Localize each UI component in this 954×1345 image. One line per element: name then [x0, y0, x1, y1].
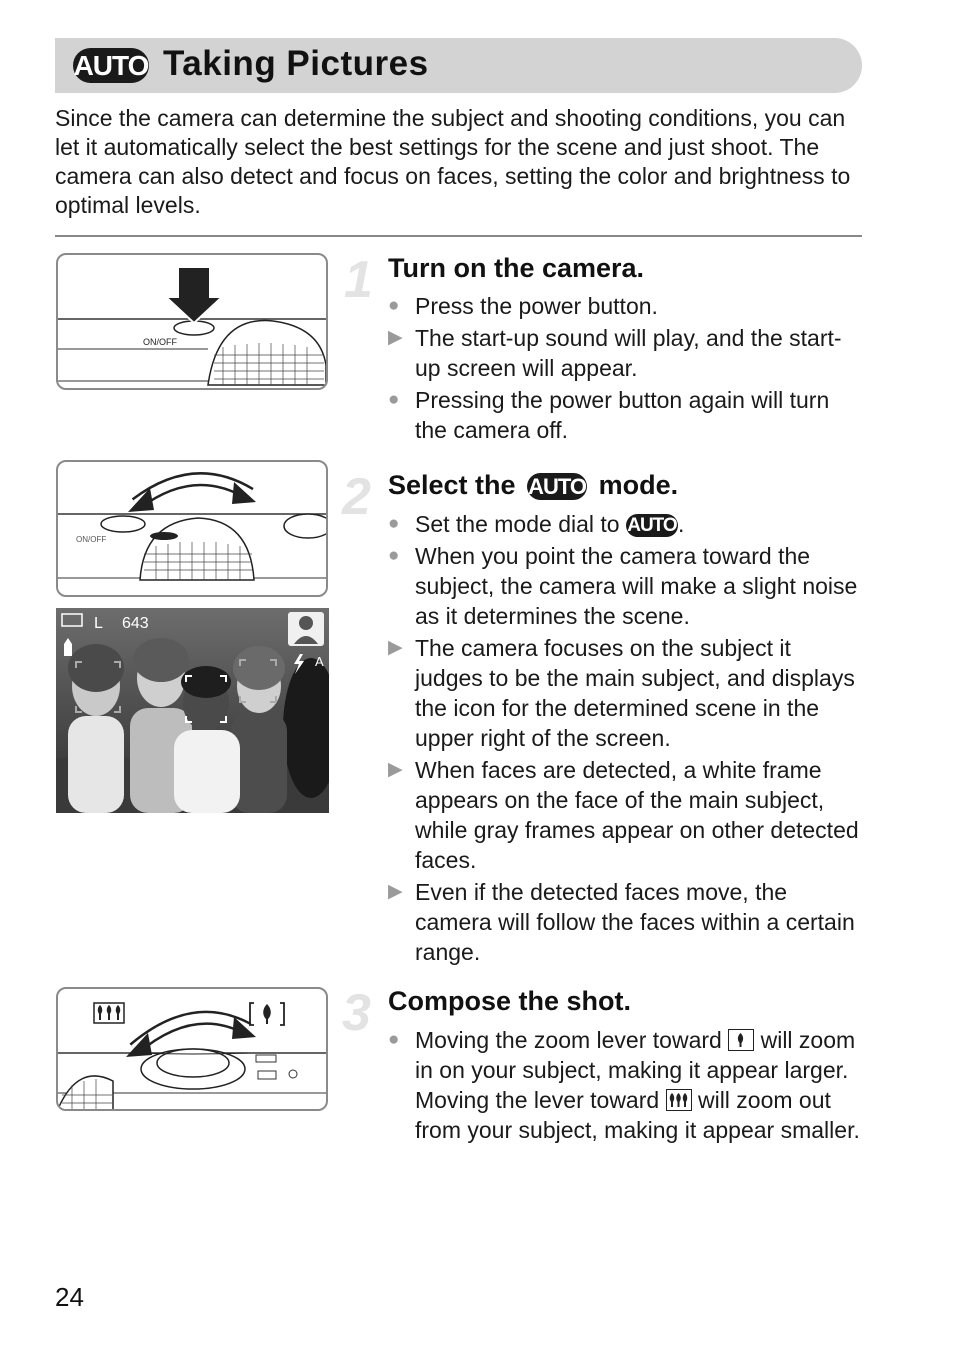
intro-paragraph: Since the camera can determine the subject and shooting conditions, you can let it automatically select the best settings for the scene and just shoot. The camera can also detect and focus on faces, setting the color and brightness to optimal levels. [55, 105, 851, 218]
image-quality: L [94, 615, 103, 632]
list-item: ▶ The camera focuses on the subject it judges to be the main subject, and displays the icon for the determined scene in the upper right of the screen. [388, 635, 855, 751]
step-number: 3 [342, 984, 371, 1042]
step-title: Compose the shot. [388, 986, 632, 1016]
telephoto-icon [250, 1003, 284, 1025]
section-title-bar [55, 38, 862, 93]
divider [55, 235, 862, 237]
auto-mode-icon: AUTO [73, 50, 149, 81]
step-number: 2 [342, 468, 371, 526]
flash-mode: A [315, 654, 324, 669]
result-triangle-icon: ▶ [388, 881, 403, 902]
list-item: ▶ The start-up sound will play, and the start-up screen will appear. [388, 325, 842, 381]
list-item: ▶ Even if the detected faces move, the camera will follow the faces within a certain range. [388, 879, 855, 965]
telephoto-icon [728, 1029, 754, 1051]
auto-mode-icon: AUTO [627, 515, 677, 537]
bullet-circle-icon: ● [388, 389, 400, 410]
zoom-lever-illustration [56, 987, 328, 1111]
bullet-circle-icon: ● [388, 545, 400, 566]
list-item: ● Moving the zoom lever toward will zoom in on your subject, making it appear larger. Moving the lever toward will zoom out from your subject, making it appear smaller. [388, 1027, 860, 1143]
step-title: Select the AUTO mode. [388, 470, 679, 500]
step-title: Turn on the camera. [388, 253, 645, 283]
step-number: 1 [344, 251, 373, 309]
bullet-circle-icon: ● [388, 513, 400, 534]
result-triangle-icon: ▶ [388, 327, 403, 348]
power-button-illustration [56, 253, 328, 390]
list-item: ● Pressing the power button again will turn the camera off. [388, 387, 830, 443]
list-item: ● When you point the camera toward the subject, the camera will make a slight noise as it determines the scene. [388, 543, 858, 629]
lcd-screen-photo [56, 608, 329, 813]
step-bullets [388, 291, 862, 447]
result-triangle-icon: ▶ [388, 637, 403, 658]
bullet-circle-icon: ● [388, 1029, 400, 1050]
bullet-circle-icon: ● [388, 295, 400, 316]
on-off-label: ON/OFF [143, 337, 177, 347]
page-title: Taking Pictures [163, 44, 429, 83]
list-item: ▶ When faces are detected, a white frame appears on the face of the main subject, while gray frames appear on other detected faces. [388, 757, 859, 873]
page-number: 24 [55, 1282, 84, 1312]
list-item: ● Press the power button. [388, 293, 658, 319]
step-bullets [388, 509, 862, 969]
list-item: ● Set the mode dial to AUTO. [388, 511, 685, 537]
step-bullets [388, 1025, 862, 1147]
wide-angle-icon [94, 1003, 124, 1023]
result-triangle-icon: ▶ [388, 759, 403, 780]
wide-angle-icon [666, 1089, 692, 1111]
mode-dial-illustration [56, 460, 328, 597]
on-off-label: ON/OFF [76, 535, 107, 544]
auto-mode-icon: AUTO [528, 474, 587, 500]
shots-remaining: 643 [122, 615, 149, 632]
